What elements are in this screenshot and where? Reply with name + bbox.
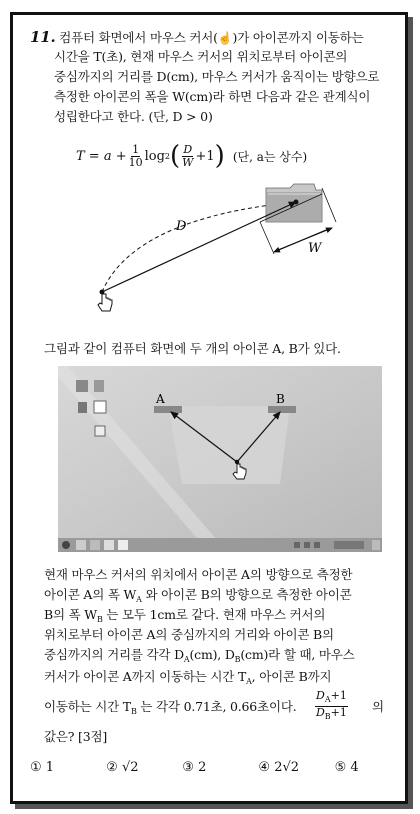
icon-center-point bbox=[294, 200, 299, 205]
choice-5[interactable]: ⑤ 4 bbox=[334, 760, 359, 775]
fitts-formula bbox=[76, 136, 307, 176]
log-text: log bbox=[144, 148, 165, 164]
taskbar-icon bbox=[118, 540, 128, 550]
choice-3[interactable]: ③ 2 bbox=[182, 760, 207, 775]
formula-coefficient bbox=[129, 144, 143, 169]
label-B: B bbox=[276, 392, 285, 406]
tray-icon bbox=[294, 542, 300, 548]
body-line-7: 이동하는 시간 $T_B$ 는 각각 0.71초, 0.66초이다. bbox=[44, 699, 297, 716]
fitts-diagram bbox=[64, 178, 364, 328]
choice-1[interactable]: ① 1 bbox=[30, 760, 55, 775]
intro-text-1b: )가 아이콘까지 이동하는 bbox=[232, 30, 364, 45]
desktop-icon bbox=[78, 402, 87, 413]
question-number: 11. bbox=[30, 28, 56, 46]
cursor-point bbox=[235, 460, 239, 464]
desktop-screenshot bbox=[58, 366, 382, 552]
body-line-1: 현재 마우스 커서의 위치에서 아이콘 A의 방향으로 측정한 bbox=[44, 567, 353, 582]
intro-line-1 bbox=[30, 30, 364, 45]
ratio-denominator: W bbox=[182, 155, 194, 169]
body-line-5: 중심까지의 거리를 각각 $D_A(cm)$, $D_B(cm)$라 할 때, 마우스 bbox=[44, 647, 355, 664]
formula-lhs: T = a + bbox=[76, 148, 127, 164]
intro-line-2: 시간을 T(초), 현재 마우스 커서의 위치로부터 아이콘의 bbox=[54, 49, 348, 64]
tray-icon bbox=[304, 542, 310, 548]
icon-B bbox=[268, 406, 296, 413]
icon-A bbox=[154, 406, 182, 413]
width-ext-left bbox=[260, 222, 274, 254]
body-line-2: 아이콘 A의 폭 $W_A$ 와 아이콘 B의 방향으로 측정한 아이콘 bbox=[44, 587, 352, 604]
choice-4[interactable]: ④ 2√2 bbox=[258, 760, 300, 775]
taskbar-icon bbox=[90, 540, 100, 550]
log-base: 2 bbox=[164, 151, 171, 161]
body-line-7-tail: 의 bbox=[372, 699, 384, 714]
choice-2[interactable]: ② √2 bbox=[106, 760, 139, 775]
label-A: A bbox=[156, 392, 165, 406]
right-paren: ) bbox=[214, 141, 225, 171]
start-button-icon bbox=[62, 541, 70, 549]
label-D: D bbox=[176, 219, 187, 234]
desktop-icon bbox=[76, 380, 88, 392]
tray-icon bbox=[314, 542, 320, 548]
ratio-expr-denominator: $D_B+1$ bbox=[315, 706, 347, 721]
middle-sentence: 그림과 같이 컴퓨터 화면에 두 개의 아이콘 A, B가 있다. bbox=[44, 341, 341, 356]
body-line-4: 위치로부터 아이콘 A의 중심까지의 거리와 아이콘 B의 bbox=[44, 627, 334, 642]
body-line-8: 값은? [3점] bbox=[44, 729, 108, 744]
formula-plus-one: +1 bbox=[195, 148, 215, 164]
show-desktop-button bbox=[372, 540, 380, 550]
taskbar-icon bbox=[76, 540, 86, 550]
coef-denominator: 10 bbox=[128, 155, 143, 169]
hand-cursor-icon bbox=[98, 294, 112, 311]
coef-numerator: 1 bbox=[132, 142, 140, 156]
ratio-expr-numerator: $D_A+1$ bbox=[315, 690, 348, 707]
answer-choices bbox=[30, 760, 359, 775]
left-paren: ( bbox=[170, 141, 181, 171]
clock-block bbox=[334, 541, 364, 549]
intro-line-4: 측정한 아이콘의 폭을 W(cm)라 하면 다음과 같은 관계식이 bbox=[54, 89, 371, 104]
intro-line-5: 성립한다고 한다. (단, D > 0) bbox=[54, 109, 213, 124]
ratio-numerator: D bbox=[183, 142, 193, 156]
movement-arrow bbox=[102, 202, 296, 292]
desktop-icon bbox=[94, 401, 106, 413]
body-line-6: 커서가 아이콘 A까지 이동하는 시간 $T_A$, 아이콘 B까지 bbox=[44, 669, 332, 686]
body-line-3: B의 폭 $W_B$ 는 모두 1cm로 같다. 현재 마우스 커서의 bbox=[44, 607, 326, 624]
intro-text-1a: 컴퓨터 화면에서 마우스 커서( bbox=[59, 30, 218, 45]
desktop-icon bbox=[95, 426, 105, 436]
formula-condition: (단, a는 상수) bbox=[232, 149, 308, 164]
label-W: W bbox=[308, 241, 322, 256]
formula-ratio bbox=[182, 144, 193, 169]
ratio-expression bbox=[313, 690, 350, 723]
intro-line-3: 중심까지의 거리를 D(cm), 마우스 커서가 움직이는 방향으로 bbox=[54, 69, 380, 84]
width-guide-right bbox=[322, 188, 336, 222]
hand-cursor-icon: ☝ bbox=[217, 31, 233, 45]
taskbar-icon bbox=[104, 540, 114, 550]
desktop-icon bbox=[94, 380, 104, 392]
